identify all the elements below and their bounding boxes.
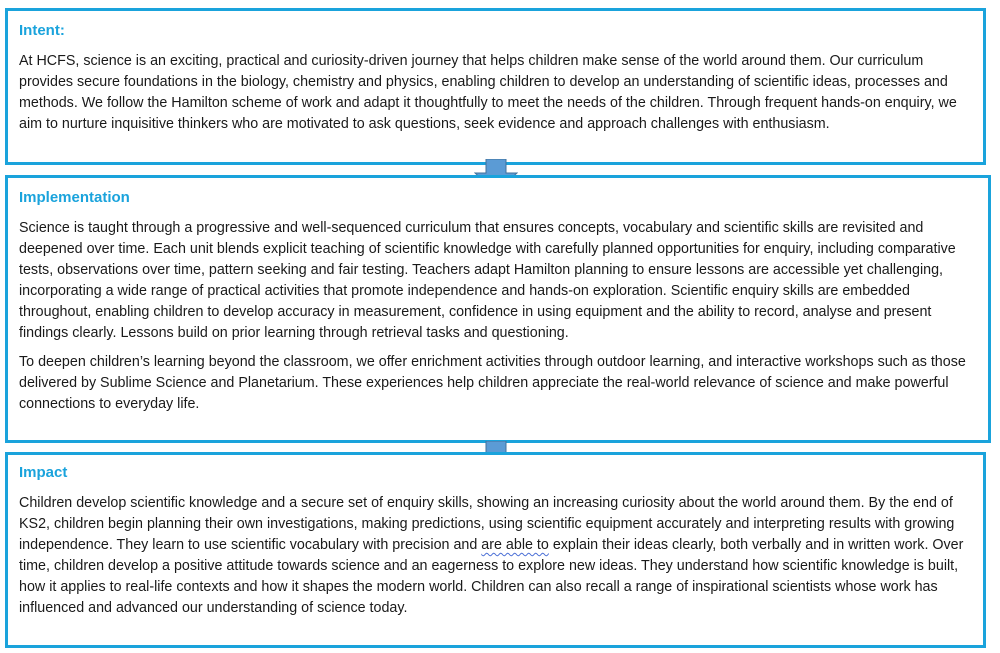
impact-paragraph: [19, 493, 983, 619]
implementation-section: [5, 175, 991, 443]
implementation-heading: Implementation: [19, 189, 130, 206]
impact-section: [5, 452, 986, 648]
impact-text-part: explain their ideas clearly, both verbally and in written work. Over time, children develop a positive attitude towards science and an eagerness to explore new ideas. They understand how scientific knowledge is built, how it applies to real-life contexts and how it shapes the modern world. Children can also recall a range of inspirational scientists whose work has influenced and advanced our understanding of science today.: [19, 537, 964, 616]
impact-heading: Impact: [19, 464, 68, 481]
implementation-paragraph: Science is taught through a progressive and well-sequenced curriculum that ensures concepts, vocabulary and scientific skills are revisited and deepened over time. Each unit blends explicit teaching of scientific knowledge with carefully planned opportunities for enquiry, including comparative tests, observations over time, pattern seeking and fair testing. Teachers adapt Hamilton planning to ensure lessons are accessible yet challenging, incorporating a wide range of practical activities that promote independence and hands-on exploration. Scientific enquiry skills are embedded throughout, enabling children to develop accuracy in measurement, confidence in using equipment and the ability to record, analyse and present findings clearly. Lessons build on prior learning through retrieval tasks and questioning.: [19, 220, 956, 341]
grammar-marked-text: are able to: [481, 537, 549, 553]
intent-paragraph: At HCFS, science is an exciting, practical and curiosity-driven journey that helps children make sense of the world around them. Our curriculum provides secure foundations in the biology, chemistry and physics, enabling children to develop an understanding of scientific ideas, processes and methods. We follow the Hamilton scheme of work and adapt it thoughtfully to meet the needs of the children. Through frequent hands-on enquiry, we aim to nurture inquisitive thinkers who are motivated to ask questions, seek evidence and approach challenges with enthusiasm.: [19, 53, 957, 132]
intent-heading: Intent:: [19, 22, 65, 39]
enrichment-paragraph: To deepen children’s learning beyond the classroom, we offer enrichment activities through outdoor learning, and interactive workshops such as those delivered by Sublime Science and Planetarium. These experiences help children appreciate the real-world relevance of science and make powerful connections to everyday life.: [19, 354, 966, 412]
impact-text-part: Children develop scientific knowledge and a secure set of enquiry skills, showing an increasing curiosity about the world around them. By the end of KS2, children begin planning their own investigations, making predictions, using scientific equipment accurately and interpreting results with growing independence. They learn to use scientific vocabulary with precision and: [19, 495, 955, 553]
intent-section: [5, 8, 986, 165]
